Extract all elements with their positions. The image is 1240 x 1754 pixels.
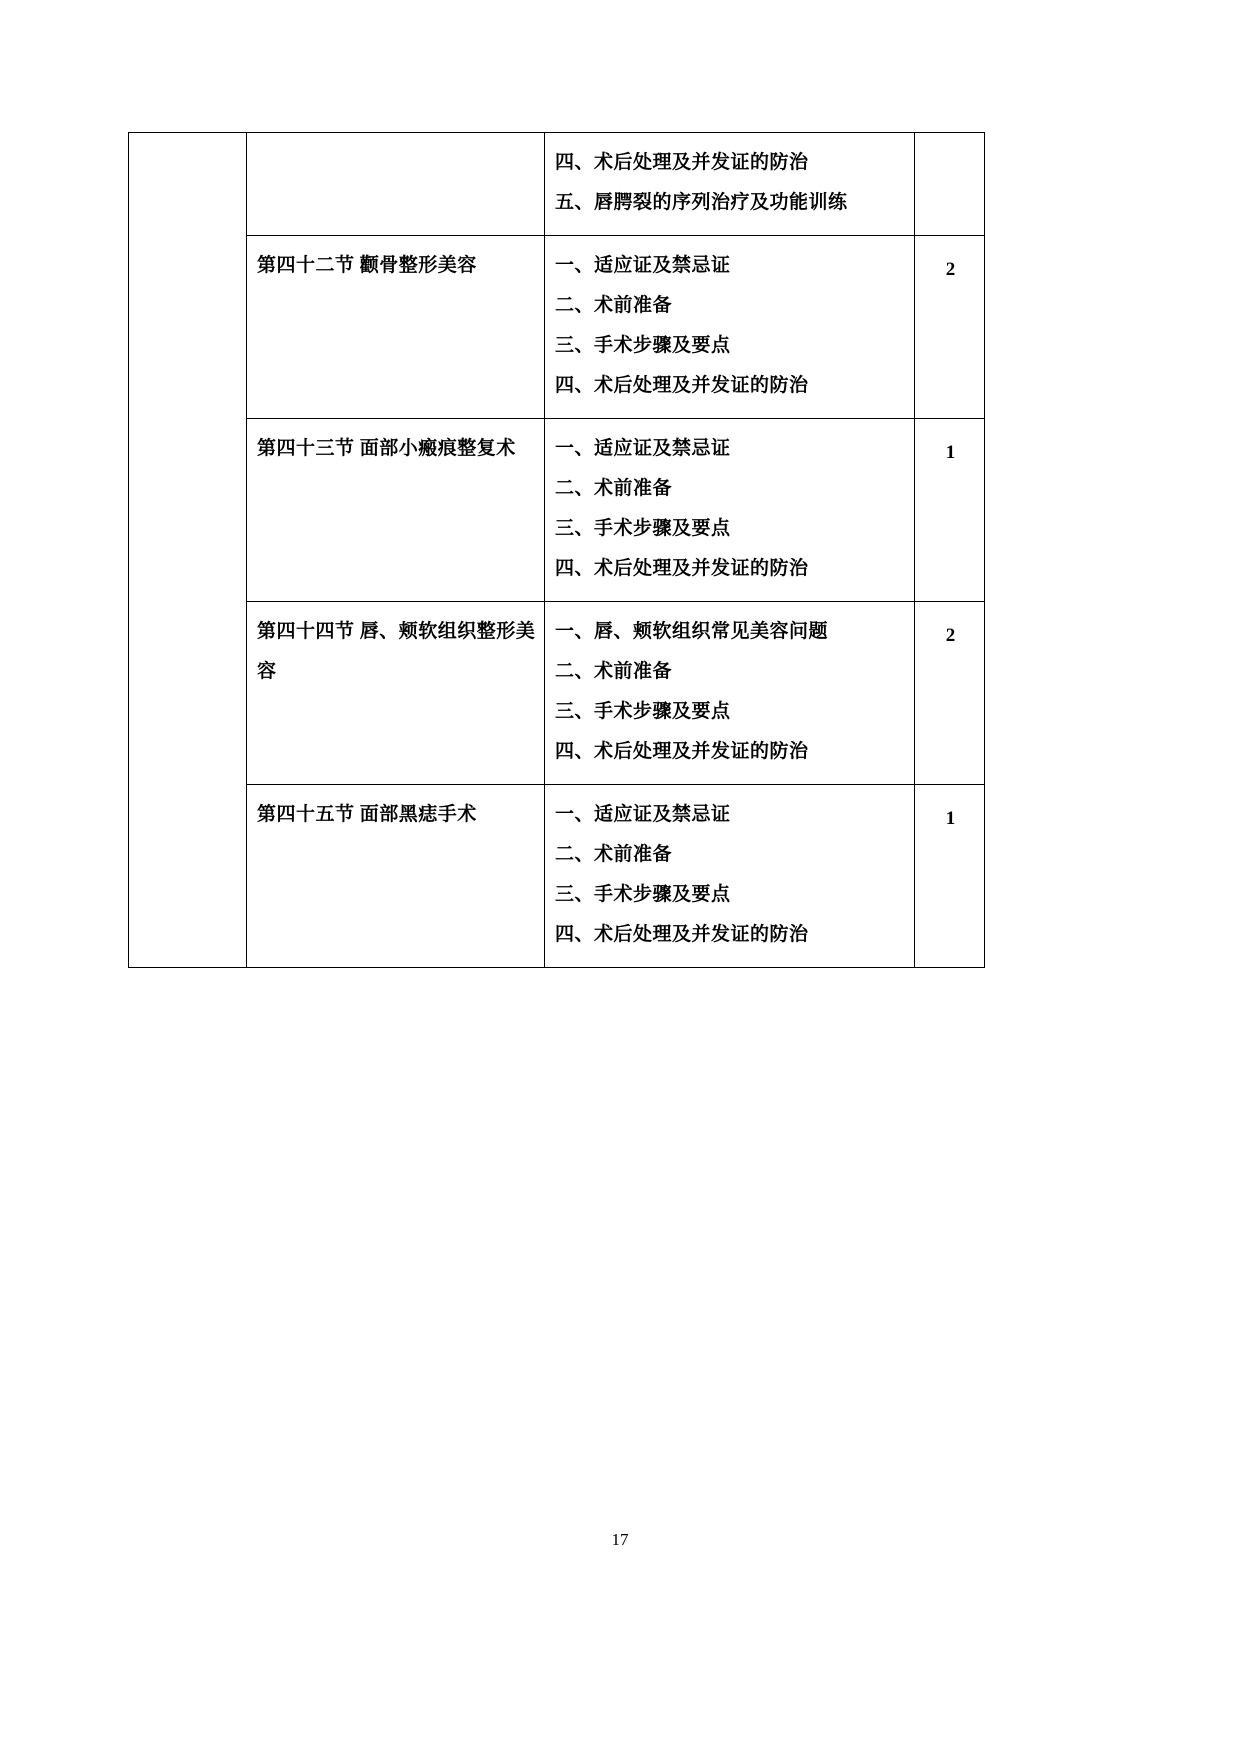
content-cell — [545, 419, 915, 602]
hours-cell — [915, 602, 985, 785]
content-line: 四、术后处理及并发证的防治 — [555, 375, 809, 396]
hours-value: 1 — [945, 808, 956, 829]
section-title: 第四十三节 面部小瘢痕整复术 — [257, 438, 516, 459]
hours-value: 1 — [945, 442, 956, 463]
content-cell — [545, 785, 915, 968]
section-cell — [247, 133, 545, 236]
content-line: 四、术后处理及并发证的防治 — [555, 152, 809, 173]
section-cell — [247, 419, 545, 602]
content-line: 二、术前准备 — [555, 844, 673, 865]
table-row — [129, 419, 985, 602]
section-cell — [247, 785, 545, 968]
table-row — [129, 785, 985, 968]
hours-cell — [915, 133, 985, 236]
content-line: 三、手术步骤及要点 — [555, 335, 731, 356]
section-cell — [247, 602, 545, 785]
section-title: 第四十五节 面部黑痣手术 — [257, 804, 477, 825]
content-line: 五、唇腭裂的序列治疗及功能训练 — [555, 192, 848, 213]
content-cell — [545, 236, 915, 419]
category-cell — [129, 133, 247, 968]
content-line: 四、术后处理及并发证的防治 — [555, 741, 809, 762]
course-outline-table — [128, 132, 985, 968]
hours-value: 2 — [945, 259, 956, 280]
section-title: 第四十二节 颧骨整形美容 — [257, 255, 477, 276]
content-line: 一、适应证及禁忌证 — [555, 804, 731, 825]
content-line: 三、手术步骤及要点 — [555, 884, 731, 905]
content-line: 三、手术步骤及要点 — [555, 518, 731, 539]
content-line: 二、术前准备 — [555, 478, 673, 499]
section-title: 第四十四节 唇、颊软组织整形美容 — [257, 621, 536, 682]
content-line: 一、适应证及禁忌证 — [555, 255, 731, 276]
content-line: 一、适应证及禁忌证 — [555, 438, 731, 459]
table-row — [129, 236, 985, 419]
hours-value: 2 — [945, 625, 956, 646]
content-line: 二、术前准备 — [555, 661, 673, 682]
section-cell — [247, 236, 545, 419]
content-cell — [545, 602, 915, 785]
content-line: 四、术后处理及并发证的防治 — [555, 924, 809, 945]
content-line: 三、手术步骤及要点 — [555, 701, 731, 722]
page-number: 17 — [611, 1530, 629, 1549]
table-row — [129, 602, 985, 785]
table-row — [129, 133, 985, 236]
content-line: 二、术前准备 — [555, 295, 673, 316]
content-line: 一、唇、颊软组织常见美容问题 — [555, 621, 829, 642]
content-cell — [545, 133, 915, 236]
hours-cell — [915, 419, 985, 602]
hours-cell — [915, 785, 985, 968]
content-line: 四、术后处理及并发证的防治 — [555, 558, 809, 579]
hours-cell — [915, 236, 985, 419]
category-label — [129, 133, 246, 155]
